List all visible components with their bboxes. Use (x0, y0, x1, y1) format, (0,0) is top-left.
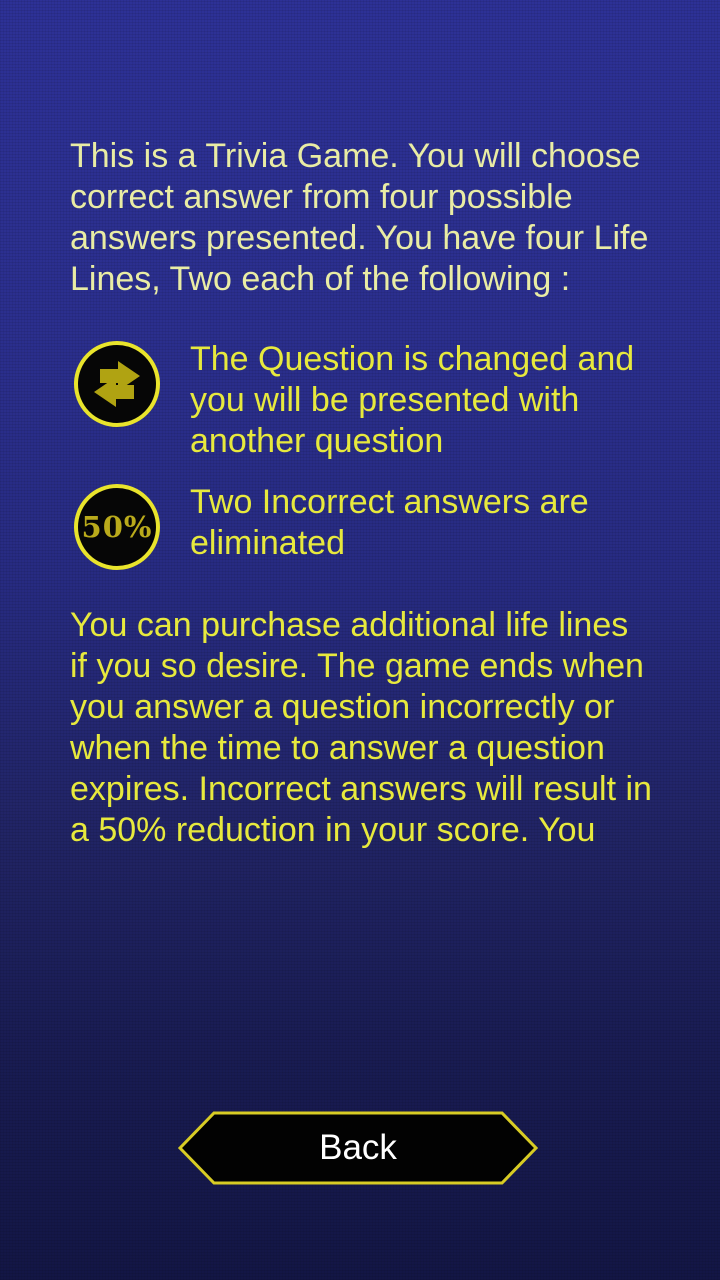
lifeline-row-swap (70, 339, 652, 462)
lifeline-fifty-description: Two Incorrect answers are eliminated (190, 483, 589, 562)
fifty-fifty-icon-label: 50% (81, 510, 153, 544)
swap-arrows-icon (74, 341, 160, 427)
lifeline-row-fifty (70, 482, 652, 570)
back-button-label: Back (319, 1128, 397, 1167)
details-paragraph: You can purchase additional life lines if you so desire. The game ends when you answer a question incorrectly or when the time to answer a question expires. Incorrect answers will result in a 50% reduction in your score. You (70, 606, 652, 849)
fifty-fifty-icon (74, 484, 160, 570)
intro-paragraph: This is a Trivia Game. You will choose correct answer from four possible answers presented. You have four Life Lines, Two each of the following : (70, 137, 649, 298)
lifeline-swap-description: The Question is changed and you will be presented with another question (190, 340, 635, 460)
instructions-scroll-area[interactable] (70, 136, 652, 911)
back-button[interactable] (178, 1111, 538, 1185)
